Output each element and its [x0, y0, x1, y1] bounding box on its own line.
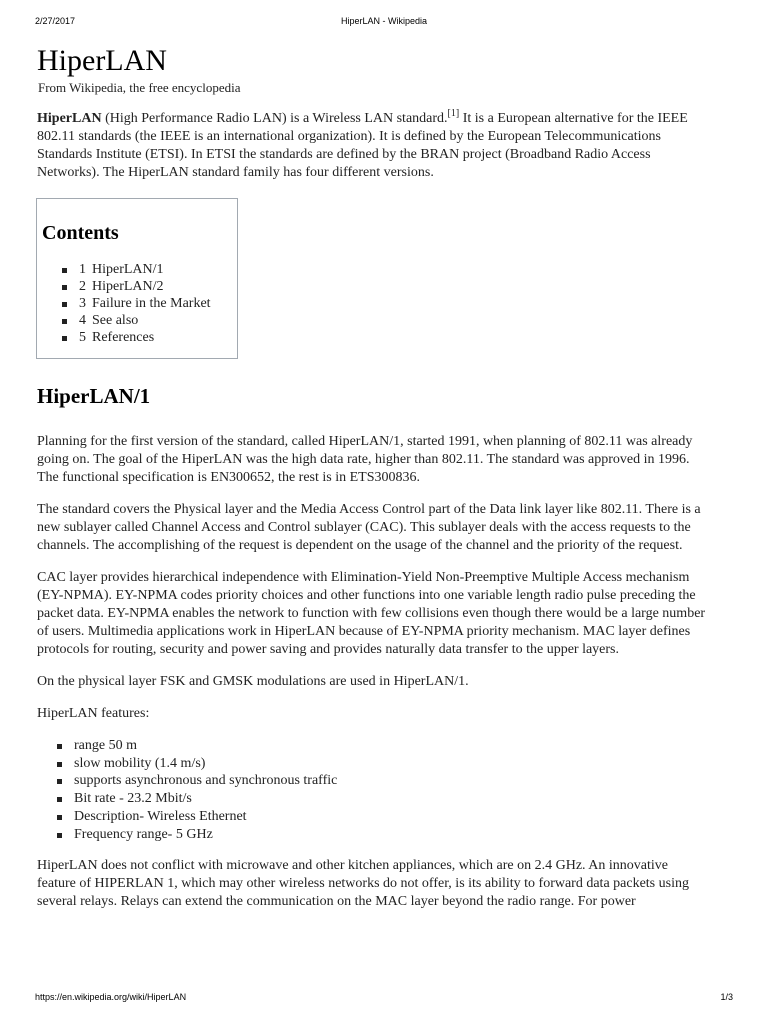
paragraph: Planning for the first version of the standard, called HiperLAN/1, started 1991, when planning of 802.11 was already going on. The goal of the HiperLAN was the high data rate, higher than 802.11. The standard was approved in 1996. The functional specification is EN300652, the rest is in ETS300836.: [37, 434, 693, 485]
toc-item-references[interactable]: [62, 329, 232, 346]
paragraph: On the physical layer FSK and GMSK modulations are used in HiperLAN/1.: [37, 674, 469, 689]
list-item: Description- Wireless Ethernet: [57, 808, 708, 826]
print-header: [35, 16, 733, 30]
paragraph: HiperLAN does not conflict with microwave and other kitchen appliances, which are on 2.4 GHz. An innovative feature of HIPERLAN 1, which may other wireless networks do not offer, is its ability to forward data packets using several relays. Relays can extend the communication on the MAC layer beyond the radio range. For power: [37, 858, 689, 910]
toc-item-number: 1: [79, 262, 86, 277]
toc-item-failure-in-the-market[interactable]: [62, 295, 232, 312]
site-tagline: From Wikipedia, the free encyclopedia: [38, 80, 241, 95]
features-list: [37, 737, 708, 843]
toc-item-hiperlan1[interactable]: [62, 261, 232, 278]
lead-bold-term: HiperLAN: [37, 111, 102, 126]
print-footer: [35, 992, 733, 1006]
citation-link[interactable]: [1]: [447, 108, 460, 119]
print-tab-title: HiperLAN - Wikipedia: [340, 16, 428, 26]
article-content: [37, 42, 708, 925]
lead-paragraph: [37, 110, 708, 182]
toc-item-see-also[interactable]: [62, 312, 232, 329]
print-url: https://en.wikipedia.org/wiki/HiperLAN: [35, 992, 187, 1002]
list-item: range 50 m: [57, 737, 708, 755]
toc-item-label: See also: [92, 313, 139, 328]
section-heading-hiperlan1: HiperLAN/1: [37, 384, 151, 408]
toc-item-label: HiperLAN/1: [92, 262, 164, 277]
paragraph: The standard covers the Physical layer and the Media Access Control part of the Data link layer like 802.11. There is a new sublayer called Channel Access and Control sublayer (CAC). This sublayer deals with the access requests to the channels. The accomplishing of the request is dependent on the usage of the channel and the priority of the request.: [37, 502, 701, 553]
toc-list: [42, 261, 232, 346]
list-item: Frequency range- 5 GHz: [57, 826, 708, 844]
toc-item-number: 2: [79, 279, 86, 294]
toc-item-label: HiperLAN/2: [92, 279, 164, 294]
toc-item-number: 3: [79, 296, 86, 311]
print-page-number: 1/3: [720, 992, 733, 1002]
list-item: supports asynchronous and synchronous traffic: [57, 772, 708, 790]
toc-item-hiperlan2[interactable]: [62, 278, 232, 295]
toc-heading: Contents: [42, 222, 119, 244]
list-item: Bit rate - 23.2 Mbit/s: [57, 790, 708, 808]
toc-item-number: 5: [79, 330, 86, 345]
lead-text-a: (High Performance Radio LAN) is a Wireless LAN standard.: [101, 111, 448, 126]
lead-text-b: It is a European alternative for the IEEE 802.11 standards (the IEEE is an international organization). It is defined by the European Telecommunications Standards Institute (ETSI). In ETSI the standards are defined by the BRAN project (Broadband Radio Access Networks). The HiperLAN standard family has four different versions.: [37, 111, 688, 180]
paragraph: CAC layer provides hierarchical independence with Elimination-Yield Non-Preemptive Multiple Access mechanism (EY-NPMA). EY-NPMA codes priority choices and other functions into one variable length radio pulse preceding the packet data. EY-NPMA enables the network to function with few collisions even though there would be a large number of users. Multimedia applications work in HiperLAN because of EY-NPMA priority mechanism. MAC layer defines protocols for routing, security and power saving and provides naturally data transfer to the upper layers.: [37, 570, 706, 657]
list-item: slow mobility (1.4 m/s): [57, 755, 708, 773]
toc-item-label: References: [92, 330, 155, 345]
toc-item-label: Failure in the Market: [92, 296, 211, 311]
table-of-contents: [36, 198, 238, 359]
paragraph: HiperLAN features:: [37, 706, 150, 721]
page-title: HiperLAN: [37, 44, 167, 77]
print-date: 2/27/2017: [35, 16, 76, 26]
toc-item-number: 4: [79, 313, 86, 328]
